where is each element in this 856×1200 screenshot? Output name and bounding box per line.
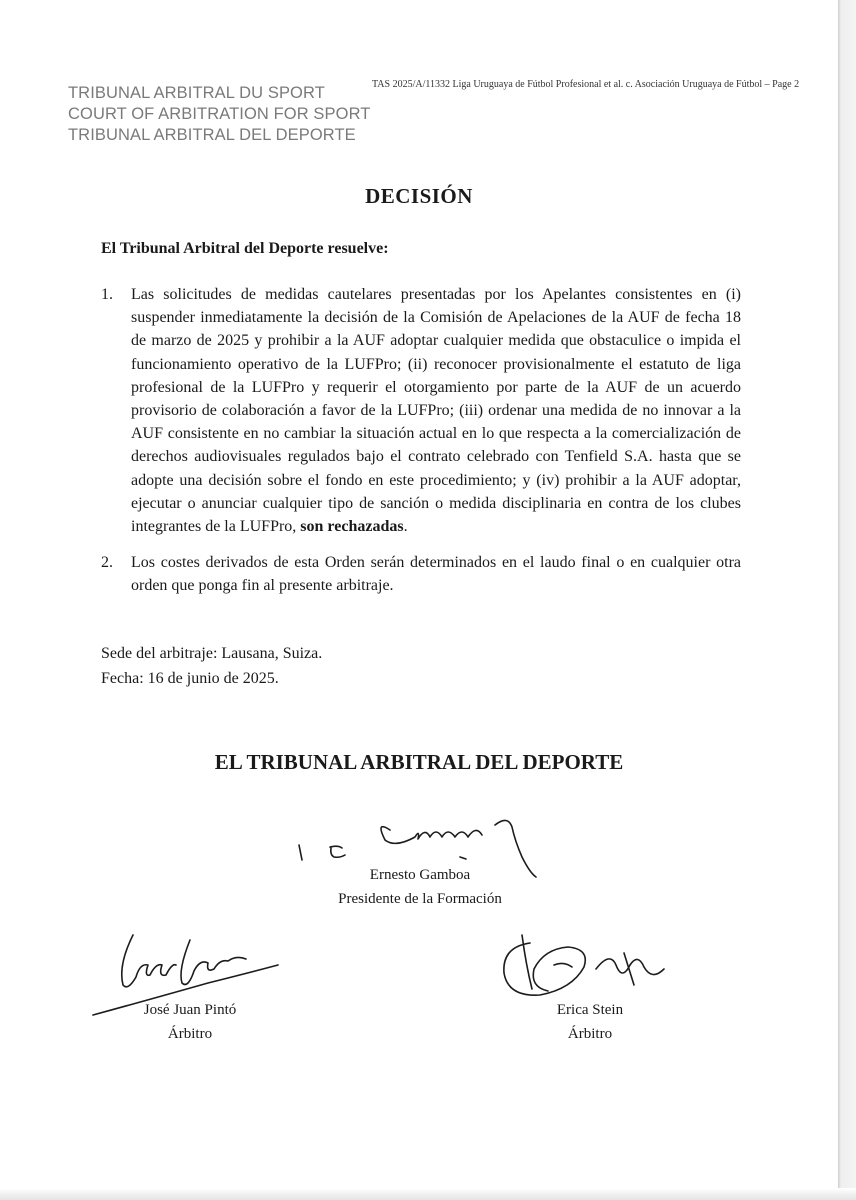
page-edge: [838, 0, 856, 1200]
arbitrator-left-name: José Juan Pintó: [143, 1002, 237, 1018]
item-text: [131, 283, 741, 538]
institution-line-spanish: TRIBUNAL ARBITRAL DEL DEPORTE: [68, 126, 356, 144]
decision-item: [101, 283, 741, 538]
item-ending: .: [403, 518, 408, 536]
president-name: Ernesto Gamboa: [369, 867, 471, 883]
institution-line-french: TRIBUNAL ARBITRAL DU SPORT: [68, 84, 325, 102]
arbitrator-right-name: Erica Stein: [556, 1002, 624, 1018]
item-number: 1.: [101, 286, 113, 303]
arbitration-seat: Sede del arbitraje: Lausana, Suiza.: [101, 645, 323, 662]
decision-title: DECISIÓN: [365, 184, 473, 208]
president-role: Presidente de la Formación: [338, 891, 502, 907]
decision-item: [101, 551, 741, 597]
institution-name: [68, 83, 370, 146]
tribunal-heading: EL TRIBUNAL ARBITRAL DEL DEPORTE: [214, 750, 624, 774]
item-body: Las solicitudes de medidas cautelares presentadas por los Apelantes consistentes en (i) suspender inmediatamente la decisión de la Comisión de Apelaciones de la AUF de fecha 18 de marzo de 2025 y prohibir a la AUF adoptar cualquier medida que obstaculice o impida el funcionamiento operativo de la LUFPro; (ii) reconocer provisionalmente el estatuto de liga profesional de la LUFPro y requerir el otorgamiento por parte de la AUF de un acuerdo provisorio de colaboración a favor de la LUFPro; (iii) ordenar una medida de no innovar a la AUF consistente en no cambiar la situación actual en lo que respecta a la comercialización de derechos audiovisuales regulados bajo el contrato celebrado con Tenfield S.A. hasta que se adopte una decisión sobre el fondo en este procedimiento; y (iv) prohibir a la AUF adoptar, ejecutar o anunciar cualquier tipo de sanción o medida disciplinaria en contra de los clubes integrantes de la LUFPro,: [131, 286, 741, 536]
item-text: Los costes derivados de esta Orden serán determinados en el laudo final o en cualquier otra orden que ponga fin al presente arbitraje.: [131, 554, 741, 595]
decision-date: Fecha: 16 de junio de 2025.: [101, 670, 279, 687]
item-number: 2.: [101, 554, 113, 571]
arbitrator-right-role: Árbitro: [567, 1026, 613, 1042]
item-emphasis: son rechazadas: [300, 518, 404, 536]
arbitrator-left-role: Árbitro: [167, 1026, 213, 1042]
institution-line-english: COURT OF ARBITRATION FOR SPORT: [68, 105, 371, 123]
arbitrator-left-signatory: [100, 998, 280, 1046]
decision-intro: El Tribunal Arbitral del Deporte resuelve:: [101, 240, 389, 257]
seat-and-date: [101, 641, 322, 691]
president-signatory: [300, 863, 540, 911]
page-bottom-shadow: [0, 1188, 856, 1200]
case-reference: TAS 2025/A/11332 Liga Uruguaya de Fútbol Profesional et al. c. Asociación Uruguaya de Fútbol – Page 2: [372, 79, 800, 90]
arbitrator-right-signatory: [500, 998, 680, 1046]
